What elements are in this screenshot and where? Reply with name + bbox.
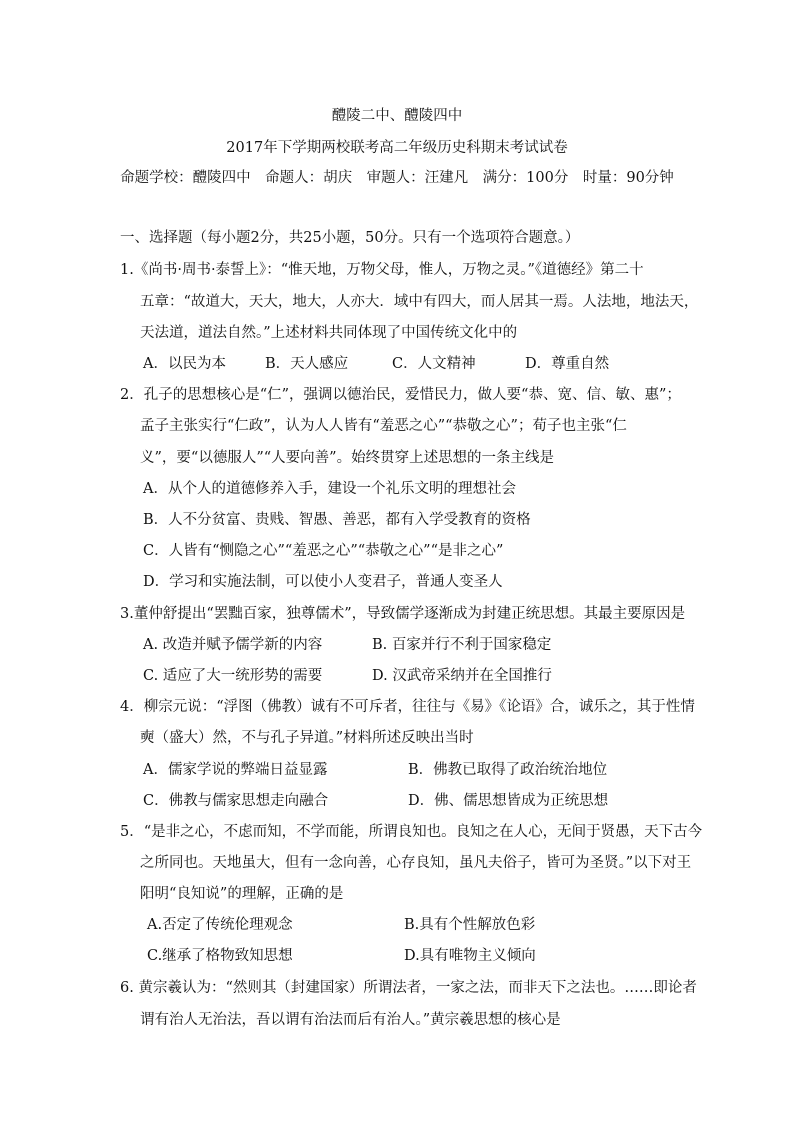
question-line: 天法道，道法自然。”上述材料共同体现了中国传统文化中的 <box>140 325 518 341</box>
question-line: 之所同也。天地虽大，但有一念向善，心存良知，虽凡夫俗子，皆可为圣贤。”以下对王 <box>140 855 692 871</box>
option-c: C.继承了格物致知思想 <box>147 948 293 964</box>
question-line: 3.董仲舒提出“罢黜百家，独尊儒术”，导致儒学逐渐成为封建正统思想。其最主要原因是 <box>120 606 686 622</box>
option-d: D．佛、儒思想皆成为正统思想 <box>408 793 609 809</box>
question-line: 6. 黄宗羲认为：“然则其（封建国家）所谓法者，一家之法，而非天下之法也。……即论者 <box>120 980 697 996</box>
option-b: B.具有个性解放色彩 <box>404 917 536 933</box>
question-line: 5．“是非之心，不虑而知，不学而能，所谓良知也。良知之在人心，无间于贤愚，天下古今 <box>120 824 703 840</box>
option-a: A．从个人的道德修养入手，建设一个礼乐文明的理想社会 <box>143 481 516 497</box>
question-line: 阳明“良知说”的理解，正确的是 <box>140 886 344 902</box>
option-c: C．人文精神 <box>392 356 476 372</box>
section-title: 一、选择题（每小题2分，共25小题，50分。只有一个选项符合题意。） <box>120 230 580 246</box>
option-d: D．学习和实施法制，可以使小人变君子，普通人变圣人 <box>143 574 503 590</box>
question-line: 4．柳宗元说：“浮图（佛教）诚有不可斥者，往往与《易》《论语》合，诚乐之，其于性情 <box>120 699 695 715</box>
option-a: A．以民为本 <box>143 356 226 372</box>
option-b: B. 百家并行不利于国家稳定 <box>372 637 552 653</box>
question-line: 奭（盛大）然，不与孔子异道。”材料所述反映出当时 <box>140 730 474 746</box>
question-line: 1.《尚书·周书·泰誓上》：“惟天地，万物父母，惟人，万物之灵。”《道德经》第二十 <box>120 262 644 278</box>
question-line: 孟子主张实行“仁政”，认为人人皆有“羞恶之心”“恭敬之心”；荀子也主张“仁 <box>140 418 627 434</box>
option-c: C. 适应了大一统形势的需要 <box>143 668 323 684</box>
option-c: C．人皆有“恻隐之心”“羞恶之心”“恭敬之心”“是非之心” <box>143 543 504 559</box>
question-line: 2．孔子的思想核心是“仁”，强调以德治民，爱惜民力，做人要“恭、宽、信、敏、惠”； <box>120 387 681 403</box>
option-d: D. 汉武帝采纳并在全国推行 <box>372 668 552 684</box>
question-line: 义”，要“以德服人”“人要向善”。始终贯穿上述思想的一条主线是 <box>140 450 555 466</box>
question-line: 五章：“故道大，天大，地大，人亦大．域中有四大，而人居其一焉。人法地，地法天， <box>140 294 699 310</box>
option-a: A.否定了传统伦理观念 <box>147 917 293 933</box>
option-b: B．佛教已取得了政治统治地位 <box>408 762 608 778</box>
school-title: 醴陵二中、醴陵四中 <box>331 108 463 124</box>
option-a: A. 改造并赋予儒学新的内容 <box>143 637 323 653</box>
option-d: D．尊重自然 <box>525 356 610 372</box>
option-d: D.具有唯物主义倾向 <box>404 948 536 964</box>
option-c: C．佛教与儒家思想走向融合 <box>143 793 329 809</box>
option-a: A．儒家学说的弊端日益显露 <box>143 762 328 778</box>
exam-title: 2017年下学期两校联考高二年级历史科期末考试试卷 <box>226 140 568 156</box>
option-b: B．天人感应 <box>265 356 349 372</box>
question-line: 谓有治人无治法，吾以谓有治法而后有治人。”黄宗羲思想的核心是 <box>140 1012 561 1028</box>
exam-meta: 命题学校：醴陵四中 命题人：胡庆 审题人：汪建凡 满分：100分 时量：90分钟 <box>120 170 674 186</box>
option-b: B．人不分贫富、贵贱、智愚、善恶，都有入学受教育的资格 <box>143 512 531 528</box>
